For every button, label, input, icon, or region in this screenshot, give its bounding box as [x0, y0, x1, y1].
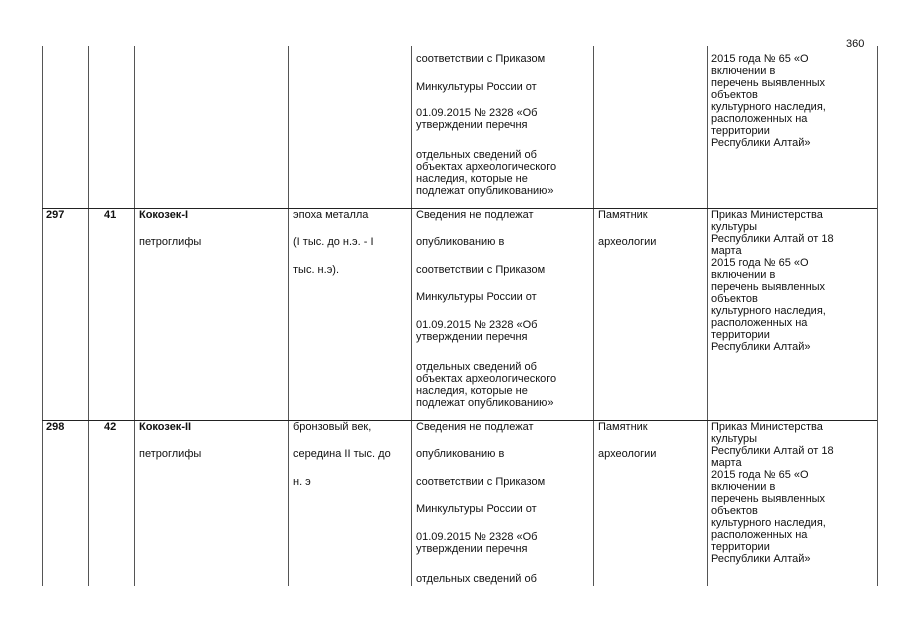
info-line: 01.09.2015 № 2328 «Об утверждении перечня [416, 319, 538, 343]
object-type: петроглифы [139, 236, 202, 248]
info-line: Сведения не подлежат [416, 421, 534, 433]
document-ref: Приказ Министерства культуры Республики Алтай от 18 марта 2015 года № 65 «О включении в перечень выявленных объектов культурного наследия, расположенных на территории Республики Алтай» [711, 421, 834, 565]
cont-info-line: Минкультуры России от [416, 81, 537, 93]
column-border [411, 46, 412, 586]
column-border [707, 46, 708, 586]
column-border [134, 46, 135, 586]
info-line: отдельных сведений об объектах археологического наследия, которые не подлежат опубликованию» [416, 361, 557, 409]
document-ref: Приказ Министерства культуры Республики Алтай от 18 марта 2015 года № 65 «О включении в перечень выявленных объектов культурного наследия, расположенных на территории Республики Алтай» [711, 209, 834, 353]
object-date: бронзовый век, [293, 421, 372, 433]
info-line: отдельных сведений об [416, 573, 537, 585]
object-date: эпоха металла [293, 209, 369, 221]
column-border [42, 46, 43, 586]
row-number: 297 [46, 209, 65, 221]
category: Памятник [598, 421, 648, 433]
object-type: петроглифы [139, 448, 202, 460]
object-date: н. э [293, 476, 311, 488]
column-border [877, 46, 878, 586]
info-line: Минкультуры России от [416, 291, 537, 303]
info-line: соответствии с Приказом [416, 264, 546, 276]
category: Памятник [598, 209, 648, 221]
row-subnumber: 42 [104, 421, 117, 433]
object-name: Кокозек-II [139, 421, 192, 433]
category: археологии [598, 236, 657, 248]
cont-info-line: отдельных сведений об объектах археологического наследия, которые не подлежат опубликованию» [416, 149, 557, 197]
cont-info-line: 01.09.2015 № 2328 «Об утверждении перечня [416, 107, 538, 131]
heritage-table [42, 46, 877, 586]
info-line: опубликованию в [416, 236, 505, 248]
info-line: Минкультуры России от [416, 503, 537, 515]
info-line: Сведения не подлежат [416, 209, 534, 221]
object-date: (I тыс. до н.э. - I [293, 236, 374, 248]
object-date: середина II тыс. до [293, 448, 391, 460]
cont-info-line: соответствии с Приказом [416, 53, 546, 65]
object-date: тыс. н.э). [293, 264, 340, 276]
column-border [288, 46, 289, 586]
info-line: соответствии с Приказом [416, 476, 546, 488]
cont-doc: 2015 года № 65 «О включении в перечень выявленных объектов культурного наследия, расположенных на территории Республики Алтай» [711, 53, 826, 149]
page-number: 360 [846, 38, 865, 50]
info-line: опубликованию в [416, 448, 505, 460]
object-name: Кокозек-I [139, 209, 189, 221]
column-border [88, 46, 89, 586]
column-border [593, 46, 594, 586]
category: археологии [598, 448, 657, 460]
row-subnumber: 41 [104, 209, 117, 221]
info-line: 01.09.2015 № 2328 «Об утверждении перечня [416, 531, 538, 555]
row-number: 298 [46, 421, 65, 433]
